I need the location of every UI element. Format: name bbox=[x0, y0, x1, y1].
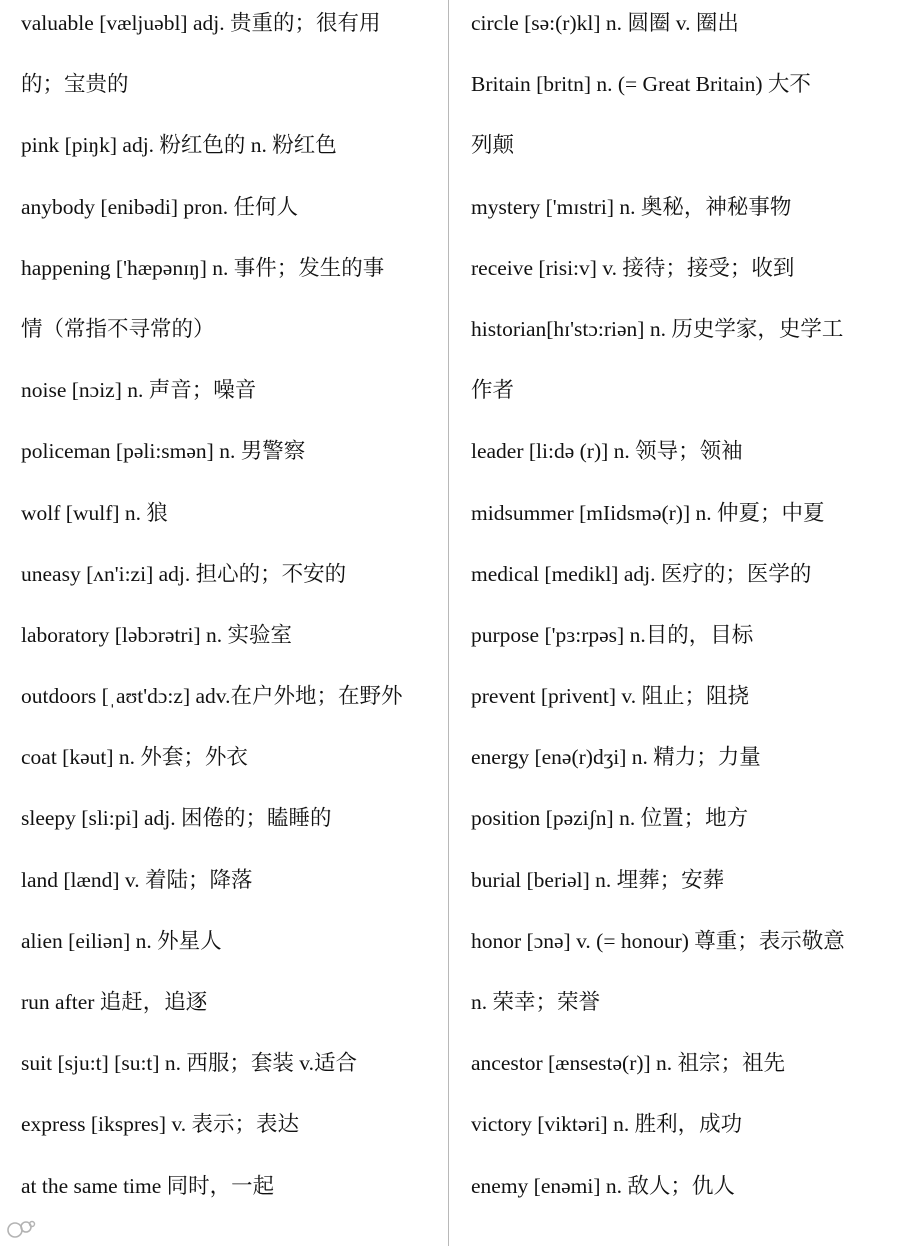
vocab-line: noise [nɔiz] n. 声音；噪音 bbox=[21, 378, 257, 403]
vocab-line: coat [kəut] n. 外套；外衣 bbox=[21, 745, 248, 770]
vocab-line: ancestor [ænsestə(r)] n. 祖宗；祖先 bbox=[471, 1051, 786, 1076]
vocab-line: Britain [britn] n. (= Great Britain) 大不 bbox=[471, 72, 811, 97]
vocab-line: land [lænd] v. 着陆；降落 bbox=[21, 867, 253, 892]
vocab-line: midsummer [mIidsmə(r)] n. 仲夏；中夏 bbox=[471, 500, 825, 525]
vocab-line: n. 荣幸；荣誉 bbox=[471, 990, 601, 1014]
vocab-line: wolf [wulf] n. 狼 bbox=[21, 500, 168, 525]
vocab-line: receive [risi:v] v. 接待；接受；收到 bbox=[471, 255, 795, 280]
vocab-line: historian[hɪ'stɔ:riən] n. 历史学家，史学工 bbox=[471, 316, 844, 341]
vocab-line: uneasy [ʌn'i:zi] adj. 担心的；不安的 bbox=[21, 561, 347, 586]
vocab-line: honor [ɔnə] v. (= honour) 尊重；表示敬意 bbox=[471, 928, 845, 953]
vocab-line: energy [enə(r)dʒi] n. 精力；力量 bbox=[471, 745, 761, 770]
vocab-line: purpose ['pɜ:rpəs] n.目的，目标 bbox=[471, 622, 754, 647]
logo-icon bbox=[6, 1218, 36, 1240]
column-divider bbox=[448, 0, 449, 1246]
vocab-line: run after 追赶，追逐 bbox=[21, 990, 208, 1014]
vocab-line: mystery ['mɪstri] n. 奥秘，神秘事物 bbox=[471, 194, 792, 219]
vocab-line: leader [li:də (r)] n. 领导；领袖 bbox=[471, 439, 743, 464]
vocab-line: suit [sju:t] [su:t] n. 西服；套装 v.适合 bbox=[21, 1051, 358, 1076]
vocab-line: medical [medikl] adj. 医疗的；医学的 bbox=[471, 561, 812, 586]
vocab-line: policeman [pəli:smən] n. 男警察 bbox=[21, 439, 306, 464]
vocab-line: pink [piŋk] adj. 粉红色的 n. 粉红色 bbox=[21, 133, 337, 158]
vocab-line: at the same time 同时，一起 bbox=[21, 1173, 275, 1198]
vocab-line: express [ikspres] v. 表示；表达 bbox=[21, 1112, 300, 1137]
vocab-line: valuable [væljuəbl] adj. 贵重的；很有用 bbox=[21, 11, 381, 35]
left-column bbox=[21, 0, 441, 1217]
vocab-line: position [pəziʃn] n. 位置；地方 bbox=[471, 806, 749, 831]
vocab-line: outdoors [ˌaʊt'dɔ:z] adv.在户外地；在野外 bbox=[21, 684, 403, 709]
vocab-line: circle [sə:(r)kl] n. 圆圈 v. 圈出 bbox=[471, 11, 739, 35]
vocab-line: laboratory [ləbɔrətri] n. 实验室 bbox=[21, 622, 293, 647]
vocab-line: 的；宝贵的 bbox=[21, 72, 129, 97]
vocab-line: happening ['hæpənɪŋ] n. 事件；发生的事 bbox=[21, 255, 385, 280]
right-column bbox=[471, 0, 891, 1217]
vocab-line: burial [beriəl] n. 埋葬；安葬 bbox=[471, 867, 725, 892]
vocab-line: 列颠 bbox=[471, 133, 515, 158]
vocab-line: anybody [enibədi] pron. 任何人 bbox=[21, 194, 299, 219]
vocab-line: 情（常指不寻常的） bbox=[21, 316, 215, 341]
vocab-line: victory [viktəri] n. 胜利，成功 bbox=[471, 1112, 743, 1137]
vocab-line: sleepy [sli:pi] adj. 困倦的；瞌睡的 bbox=[21, 806, 332, 831]
vocab-line: prevent [privent] v. 阻止；阻挠 bbox=[471, 684, 750, 709]
vocab-line: enemy [enəmi] n. 敌人；仇人 bbox=[471, 1173, 735, 1198]
vocab-line: 作者 bbox=[471, 378, 515, 403]
watermark bbox=[6, 1218, 36, 1240]
vocab-line: alien [eiliən] n. 外星人 bbox=[21, 928, 222, 953]
